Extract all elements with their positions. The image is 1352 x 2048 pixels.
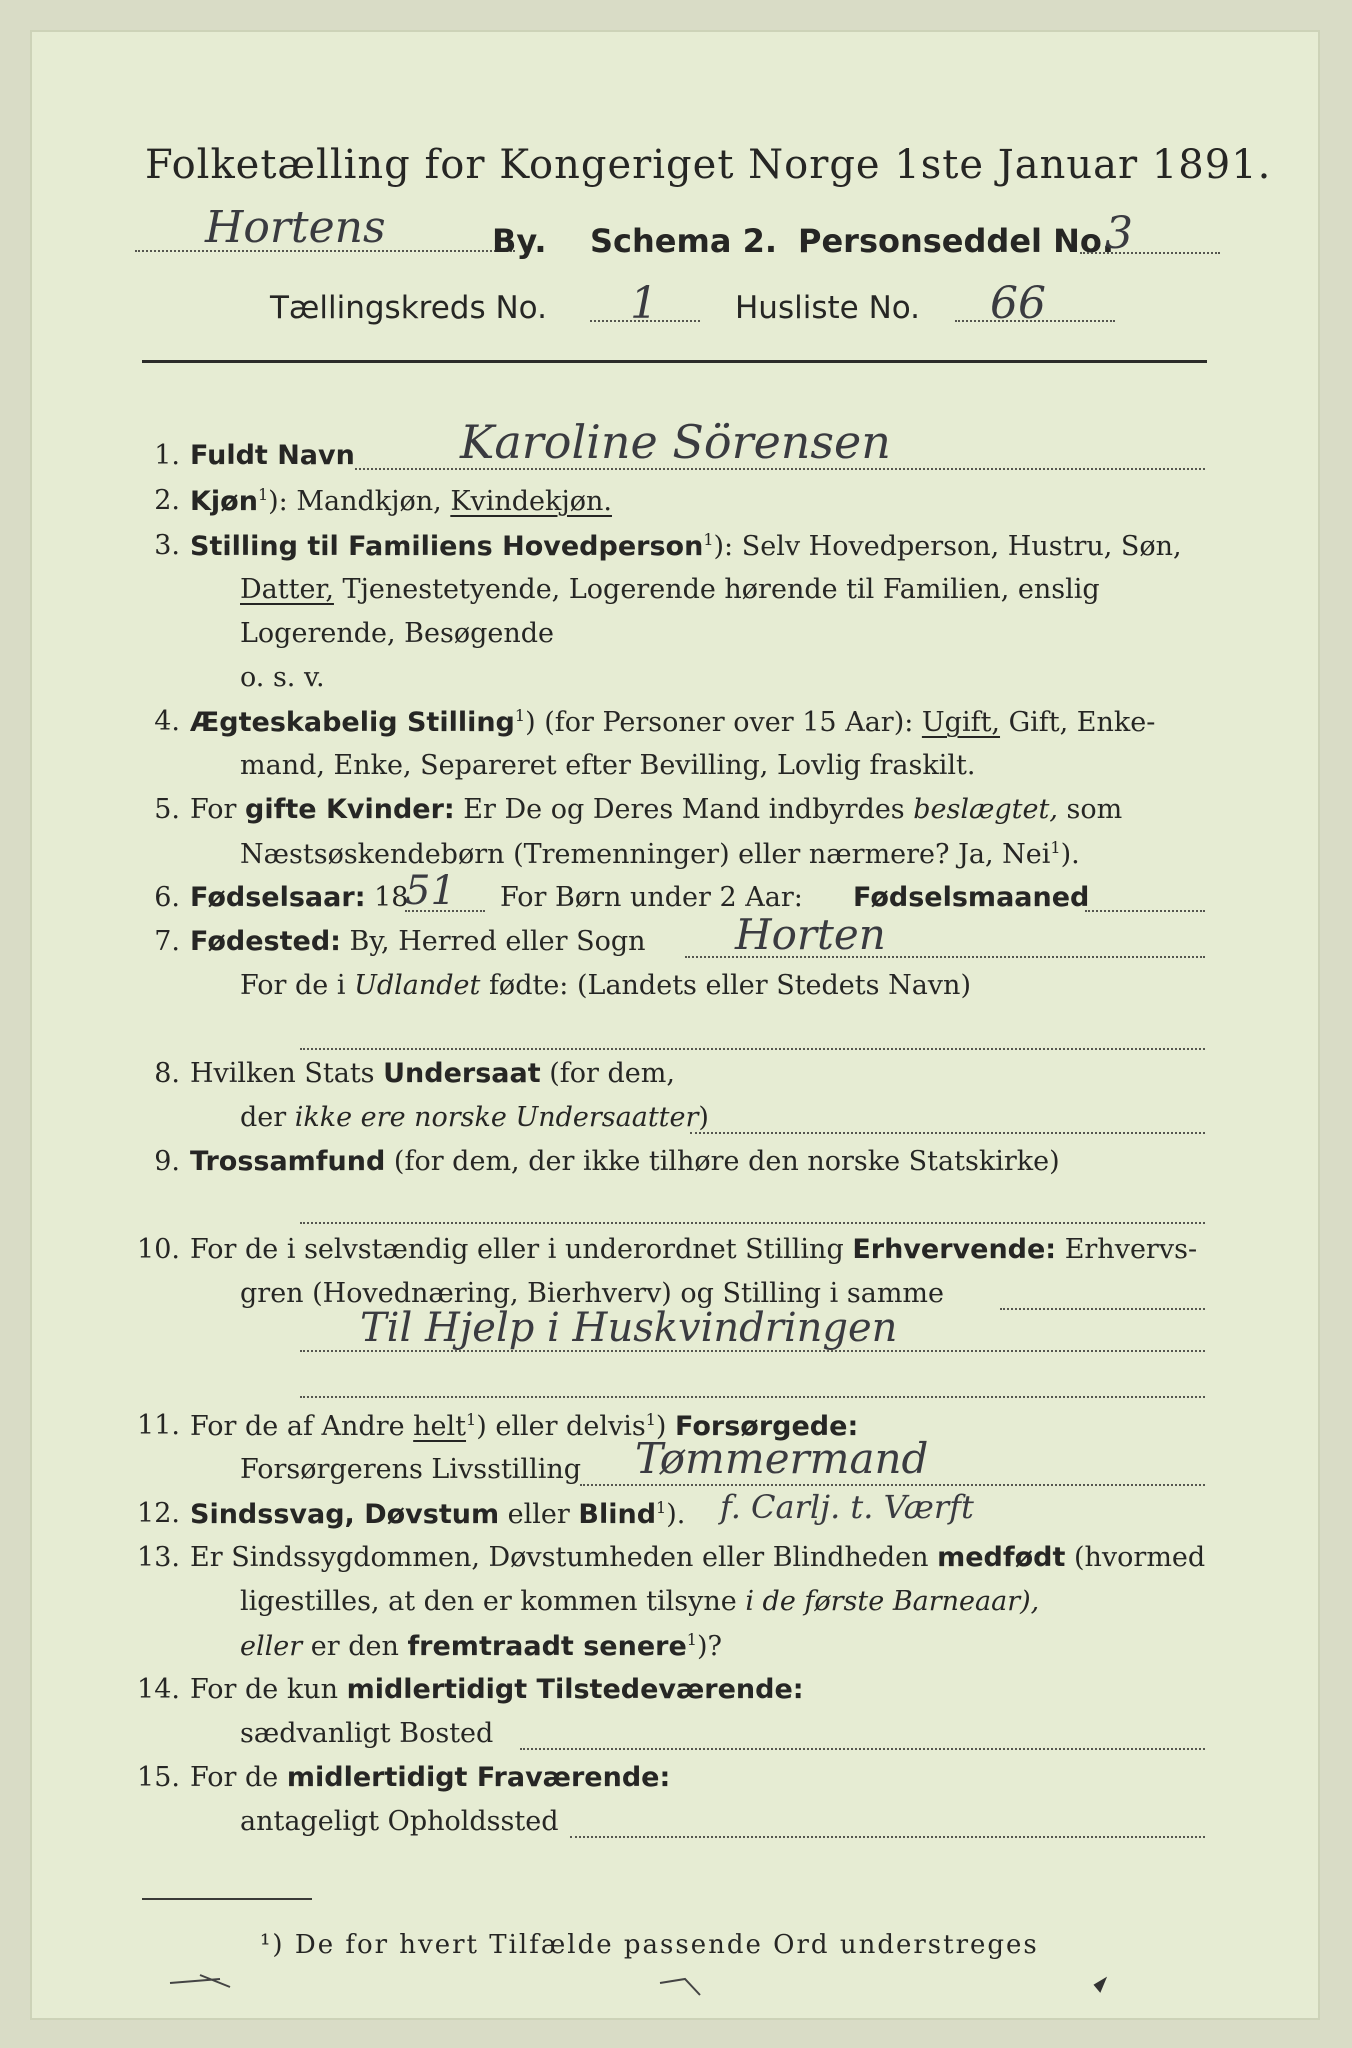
item-7-line2-prefix: For de i: [240, 970, 355, 1001]
item-13-number: 13.: [137, 1542, 180, 1573]
item-7-line2-text: fødte: (Landets eller Stedets Navn): [480, 970, 971, 1001]
item-3-line4: o. s. v.: [240, 662, 325, 693]
item-6-handwritten: 51: [405, 868, 456, 914]
kreds-label: Tællingskreds No.: [270, 290, 547, 326]
item-5-number: 5.: [154, 794, 180, 825]
item-12-sup: 1: [656, 1498, 667, 1517]
item-14-dotline: [520, 1748, 1205, 1750]
item-2-number: 2.: [154, 485, 180, 516]
item-7-dotline2: [300, 1048, 1205, 1050]
item-13-sup: 1: [686, 1630, 697, 1649]
item-12-label2: Blind: [578, 1499, 657, 1530]
item-6-number: 6.: [154, 882, 180, 913]
item-3-line3: Logerende, Besøgende: [240, 618, 554, 649]
item-3-sup: 1: [703, 530, 714, 549]
item-8-line2-end: ): [698, 1102, 709, 1133]
item-8-number: 8.: [154, 1058, 180, 1089]
questions-block: [130, 410, 1230, 1810]
item-6-dotline2: [1085, 910, 1205, 912]
item-6-dotline: [405, 910, 485, 912]
item-1-handwritten: Karoline Sörensen: [460, 415, 891, 469]
item-13-prefix: Er Sindssygdommen, Døvstumheden eller Blindheden: [190, 1542, 938, 1573]
item-3-answer-underlined: Datter,: [240, 574, 334, 605]
item-7-number: 7.: [154, 926, 180, 957]
item-7-line2: [240, 970, 971, 1001]
item-13-line2-text: ligestilles, at den er kommen tilsyne: [240, 1586, 746, 1617]
item-9-text: (for dem, der ikke tilhøre den norske Statskirke): [385, 1146, 1060, 1177]
item-4-answer-underlined: Ugift,: [921, 707, 1001, 738]
item-5-sup: 1: [1050, 838, 1061, 857]
item-8-prefix: Hvilken Stats: [190, 1058, 384, 1089]
item-4-sup: 1: [514, 706, 526, 725]
item-10-text: Erhvervs-: [1056, 1234, 1198, 1265]
personseddel-label: Personseddel No.: [798, 222, 1115, 260]
item-8-line2-italic: ikke ere norske Undersaatter: [294, 1102, 699, 1133]
item-13-line3-text: er den: [302, 1631, 408, 1662]
item-5-italic: beslægtet,: [913, 794, 1058, 825]
item-2-text: ): Mandkjøn,: [268, 486, 451, 517]
pen-mark-left: [170, 1975, 230, 1987]
item-12-end: ).: [666, 1499, 686, 1530]
item-10-dotline3: [300, 1396, 1205, 1398]
pen-mark-center: [660, 1979, 700, 1995]
item-3-line1: ): Selv Hovedperson, Hustru, Søn,: [713, 531, 1182, 562]
census-form-sheet: [30, 30, 1320, 2020]
item-4-number: 4.: [154, 706, 180, 737]
husliste-label: Husliste No.: [735, 290, 921, 326]
item-10-handwritten: Til Hjelp i Huskvindringen: [360, 1305, 898, 1351]
item-3-line2-text: Tjenestetyende, Logerende hørende til Familien, enslig: [333, 574, 1100, 605]
item-2-sup: 1: [257, 485, 269, 504]
item-5-label: gifte Kvinder:: [245, 794, 455, 825]
item-10-label: Erhvervende:: [852, 1234, 1057, 1265]
item-13-label: medfødt: [937, 1542, 1066, 1573]
item-6-mid: For Børn under 2 Aar:: [500, 882, 803, 913]
footnote: [260, 1930, 1039, 1960]
item-8-line2: [240, 1102, 709, 1133]
item-11-handwritten: Tømmermand: [635, 1434, 929, 1483]
item-15-number: 15.: [137, 1762, 180, 1793]
item-10-number: 10.: [137, 1234, 180, 1265]
item-9-dotline: [300, 1222, 1205, 1224]
schema-label: Schema 2.: [590, 222, 777, 260]
item-4-text-end: Gift, Enke-: [1000, 707, 1156, 738]
footnote-mark: ¹): [260, 1930, 295, 1960]
item-12-label: Sindssvag, Døvstum: [190, 1499, 500, 1530]
item-10-prefix: For de i selvstændig eller i underordnet Stilling: [190, 1234, 853, 1265]
item-2-answer-underlined: Kvindekjøn.: [450, 486, 612, 517]
item-11-dotline: [580, 1484, 1205, 1486]
item-9-number: 9.: [154, 1146, 180, 1177]
item-15-prefix: For de: [190, 1762, 287, 1793]
item-1-label: Fuldt Navn: [190, 440, 355, 471]
item-5-text-end: som: [1057, 794, 1123, 825]
item-4-line2: mand, Enke, Separeret efter Bevilling, Lovlig fraskilt.: [240, 750, 976, 781]
item-9-label: Trossamfund: [190, 1146, 386, 1177]
item-7-text: By, Herred eller Sogn: [340, 926, 646, 957]
item-5-prefix: For: [190, 794, 246, 825]
item-8-dotline: [690, 1132, 1205, 1134]
personseddel-dotline: [1080, 252, 1220, 254]
item-6-label: Fødselsaar:: [190, 882, 366, 913]
item-13-text: (hvormed: [1065, 1542, 1206, 1573]
item-15-label: midlertidigt Fraværende:: [286, 1762, 671, 1793]
item-15-dotline: [570, 1836, 1205, 1838]
kreds-handwritten: 1: [630, 278, 658, 329]
item-2-label: Kjøn: [190, 486, 258, 517]
item-11-line2: Forsørgerens Livsstilling: [240, 1454, 582, 1485]
item-5-line2: [240, 838, 1080, 870]
item-5-line2-text: Næstsøskendebørn (Tremenninger) eller nærmere? Ja, Nei: [240, 839, 1051, 870]
item-11-number: 11.: [137, 1410, 180, 1441]
item-11-prefix: For de af Andre: [190, 1411, 414, 1442]
header-divider: [142, 360, 1207, 363]
item-8-label: Undersaat: [383, 1058, 541, 1089]
footnote-text: De for hvert Tilfælde passende Ord understreges: [294, 1930, 1039, 1960]
item-6-label2: Fødselsmaaned: [853, 882, 1090, 913]
item-13-line2-italic: i de første Barneaar),: [745, 1586, 1040, 1617]
item-13-line3-italic: eller: [240, 1631, 303, 1662]
pen-marks: [160, 1965, 1160, 2005]
item-11-helt-underlined: helt: [413, 1411, 467, 1442]
item-4-text: ) (for Personer over 15 Aar):: [525, 707, 922, 738]
item-11-sup: 1: [466, 1410, 477, 1429]
item-7-line2-italic: Udlandet: [354, 970, 481, 1001]
town-handwritten: Hortens: [205, 202, 386, 253]
item-3-label: Stilling til Familiens Hovedperson: [190, 531, 704, 562]
husliste-handwritten: 66: [990, 278, 1046, 329]
item-11-label: Forsørgede:: [675, 1411, 859, 1442]
form-title: Folketælling for Kongeriget Norge 1ste Januar 1891.: [145, 142, 1272, 188]
item-7-label: Fødested:: [190, 926, 341, 957]
item-13-label2: fremtraadt senere: [407, 1631, 687, 1662]
item-12-mid: eller: [499, 1499, 579, 1530]
item-12-handwritten: f. Carlj. t. Værft: [720, 1488, 974, 1526]
item-6-prefix: 18: [365, 882, 409, 913]
item-10-dotline: [1000, 1308, 1205, 1310]
item-10-line2: gren (Hovednæring, Bierhverv) og Stilling i samme: [240, 1278, 945, 1309]
item-3-number: 3.: [154, 530, 180, 561]
item-7-handwritten: Horten: [735, 910, 886, 959]
item-4-label: Ægteskabelig Stilling: [190, 707, 515, 738]
item-14-label: midlertidigt Tilstedeværende:: [346, 1674, 804, 1705]
item-15-line2: antageligt Opholdssted: [240, 1806, 559, 1837]
item-14-number: 14.: [137, 1674, 180, 1705]
item-14-line2: sædvanligt Bosted: [240, 1718, 494, 1749]
item-13-line3-end: )?: [696, 1631, 722, 1662]
personseddel-handwritten: 3: [1105, 208, 1133, 259]
by-label: By.: [492, 222, 547, 260]
footnote-rule: [142, 1898, 312, 1900]
item-5-line2-end: ).: [1060, 839, 1080, 870]
item-13-line2: [240, 1586, 1039, 1617]
item-11-text: ) eller delvis: [476, 1411, 646, 1442]
item-3-line2: [240, 574, 1100, 605]
item-13-line3: [240, 1630, 722, 1662]
item-8-line2-prefix: der: [240, 1102, 295, 1133]
pen-mark-right: [1095, 1979, 1105, 1991]
item-14-prefix: For de kun: [190, 1674, 347, 1705]
item-1-number: 1.: [154, 440, 180, 471]
item-12-number: 12.: [137, 1498, 180, 1529]
item-5-text: Er De og Deres Mand indbyrdes: [454, 794, 914, 825]
item-11-text-sep: ): [655, 1411, 676, 1442]
item-8-text: (for dem,: [540, 1058, 675, 1089]
item-11-sup2: 1: [645, 1410, 656, 1429]
